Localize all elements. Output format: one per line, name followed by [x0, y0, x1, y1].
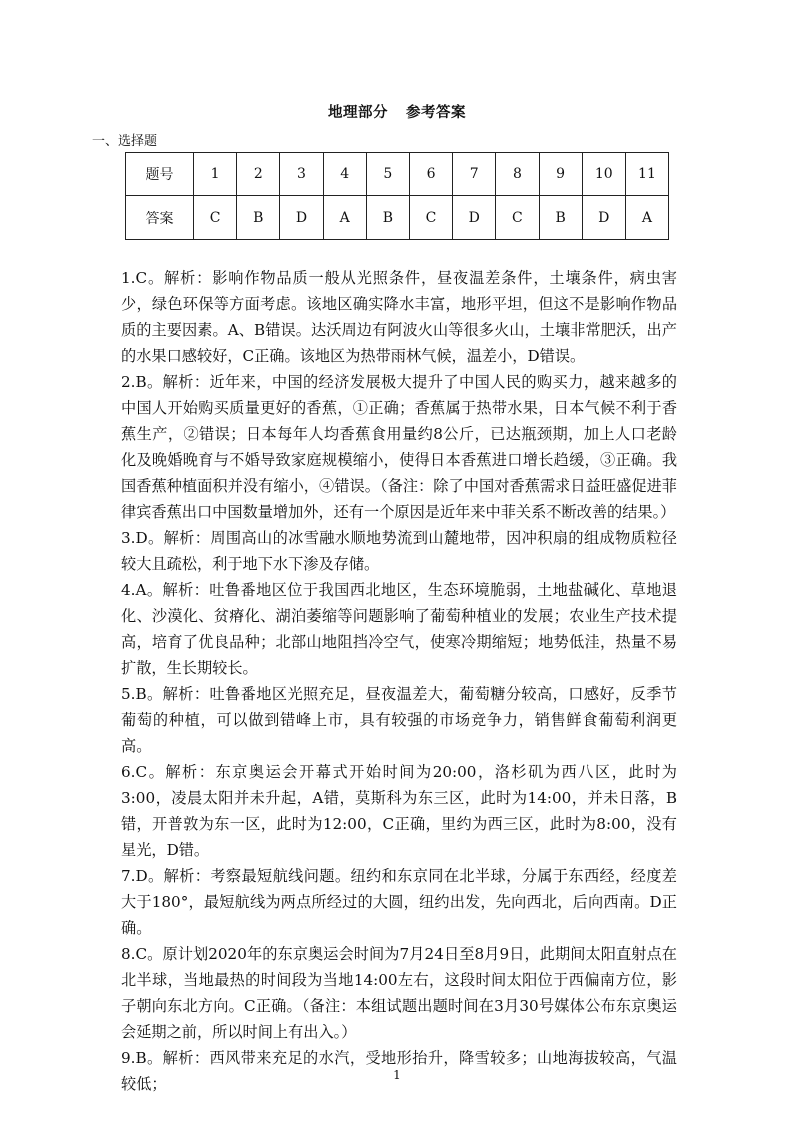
table-cell: A [323, 196, 366, 240]
explanation-8: 8.C。原计划2020年的东京奥运会时间为7月24日至8月9日，此期间太阳直射点在北半球，当地最热的时间段为当地14:00左右，这段时间太阳位于西偏南方位，影子朝向东北方向。C正确。（备注：本组试题出题时间在3月30号媒体公布东京奥运会延期之前，所以时间上有出入。） [121, 945, 677, 1041]
table-cell: D [453, 196, 496, 240]
table-cell: B [237, 196, 280, 240]
title-subject: 地理部分 [328, 105, 388, 121]
table-cell: 6 [409, 153, 452, 196]
table-cell: 7 [453, 153, 496, 196]
table-cell: D [582, 196, 625, 240]
title-answer-key: 参考答案 [406, 105, 466, 121]
table-cell: D [280, 196, 323, 240]
table-cell: 5 [366, 153, 409, 196]
table-cell: 11 [625, 153, 668, 196]
table-cell: 8 [496, 153, 539, 196]
table-cell: 9 [539, 153, 582, 196]
table-row-numbers [126, 153, 669, 196]
table-cell: B [539, 196, 582, 240]
section-heading: 一、选择题 [92, 134, 158, 149]
table-cell: 2 [237, 153, 280, 196]
table-cell: B [366, 196, 409, 240]
explanation-5: 5.B。解析：吐鲁番地区光照充足，昼夜温差大，葡萄糖分较高，口感好，反季节葡萄的种植，可以做到错峰上市，具有较强的市场竞争力，销售鲜食葡萄利润更高。 [121, 685, 677, 755]
table-cell: A [625, 196, 668, 240]
explanation-2: 2.B。解析：近年来，中国的经济发展极大提升了中国人民的购买力，越来越多的中国人开始购买质量更好的香蕉，①正确；香蕉属于热带水果，日本气候不利于香蕉生产，②错误；日本每年人均香蕉食用量约8公斤，已达瓶颈期，加上人口老龄化及晚婚晚育与不婚导致家庭规模缩小，使得日本香蕉进口增长趋缓，③正确。我国香蕉种植面积并没有缩小，④错误。（备注：除了中国对香蕉需求日益旺盛促进菲律宾香蕉出口中国数量增加外，还有一个原因是近年来中菲关系不断改善的结果。） [121, 373, 677, 521]
explanation-1: 1.C。解析：影响作物品质一般从光照条件，昼夜温差条件，土壤条件，病虫害少，绿色环保等方面考虑。该地区确实降水丰富，地形平坦，但这不是影响作物品质的主要因素。A、B错误。达沃周边有阿波火山等很多火山，土壤非常肥沃，出产的水果口感较好，C正确。该地区为热带雨林气候，温差小，D错误。 [121, 269, 677, 365]
explanation-4: 4.A。解析：吐鲁番地区位于我国西北地区，生态环境脆弱，土地盐碱化、草地退化、沙漠化、贫瘠化、湖泊萎缩等问题影响了葡萄种植业的发展；农业生产技术提高，培育了优良品种；北部山地阻挡冷空气，使寒冷期缩短；地势低洼，热量不易扩散，生长期较长。 [121, 581, 677, 677]
row-label-number: 题号 [126, 153, 194, 196]
explanations [121, 265, 677, 1097]
answer-table [125, 152, 669, 240]
table-cell: C [409, 196, 452, 240]
table-cell: 1 [194, 153, 237, 196]
row-label-answer: 答案 [126, 196, 194, 240]
table-cell: 3 [280, 153, 323, 196]
explanation-9: 9.B。解析：西风带来充足的水汽，受地形抬升，降雪较多；山地海拔较高，气温较低； [121, 1049, 677, 1093]
page-title [0, 101, 794, 122]
table-row-answers [126, 196, 669, 240]
explanation-6: 6.C。解析：东京奥运会开幕式开始时间为20:00，洛杉矶为西八区，此时为3:00，凌晨太阳并未升起，A错，莫斯科为东三区，此时为14:00，并未日落，B错，开普敦为东一区，此时为12:00，C正确，里约为西三区，此时为8:00，没有星光，D错。 [121, 763, 677, 859]
table-cell: C [496, 196, 539, 240]
explanation-3: 3.D。解析：周围高山的冰雪融水顺地势流到山麓地带，因冲积扇的组成物质粒径较大且疏松，利于地下水下渗及存储。 [121, 529, 677, 573]
table-cell: 4 [323, 153, 366, 196]
table-cell: 10 [582, 153, 625, 196]
explanation-7: 7.D。解析：考察最短航线问题。纽约和东京同在北半球，分属于东西经，经度差大于180°，最短航线为两点所经过的大圆，纽约出发，先向西北，后向西南。D正确。 [121, 867, 677, 937]
page-number: 1 [393, 1068, 401, 1082]
table-cell: C [194, 196, 237, 240]
